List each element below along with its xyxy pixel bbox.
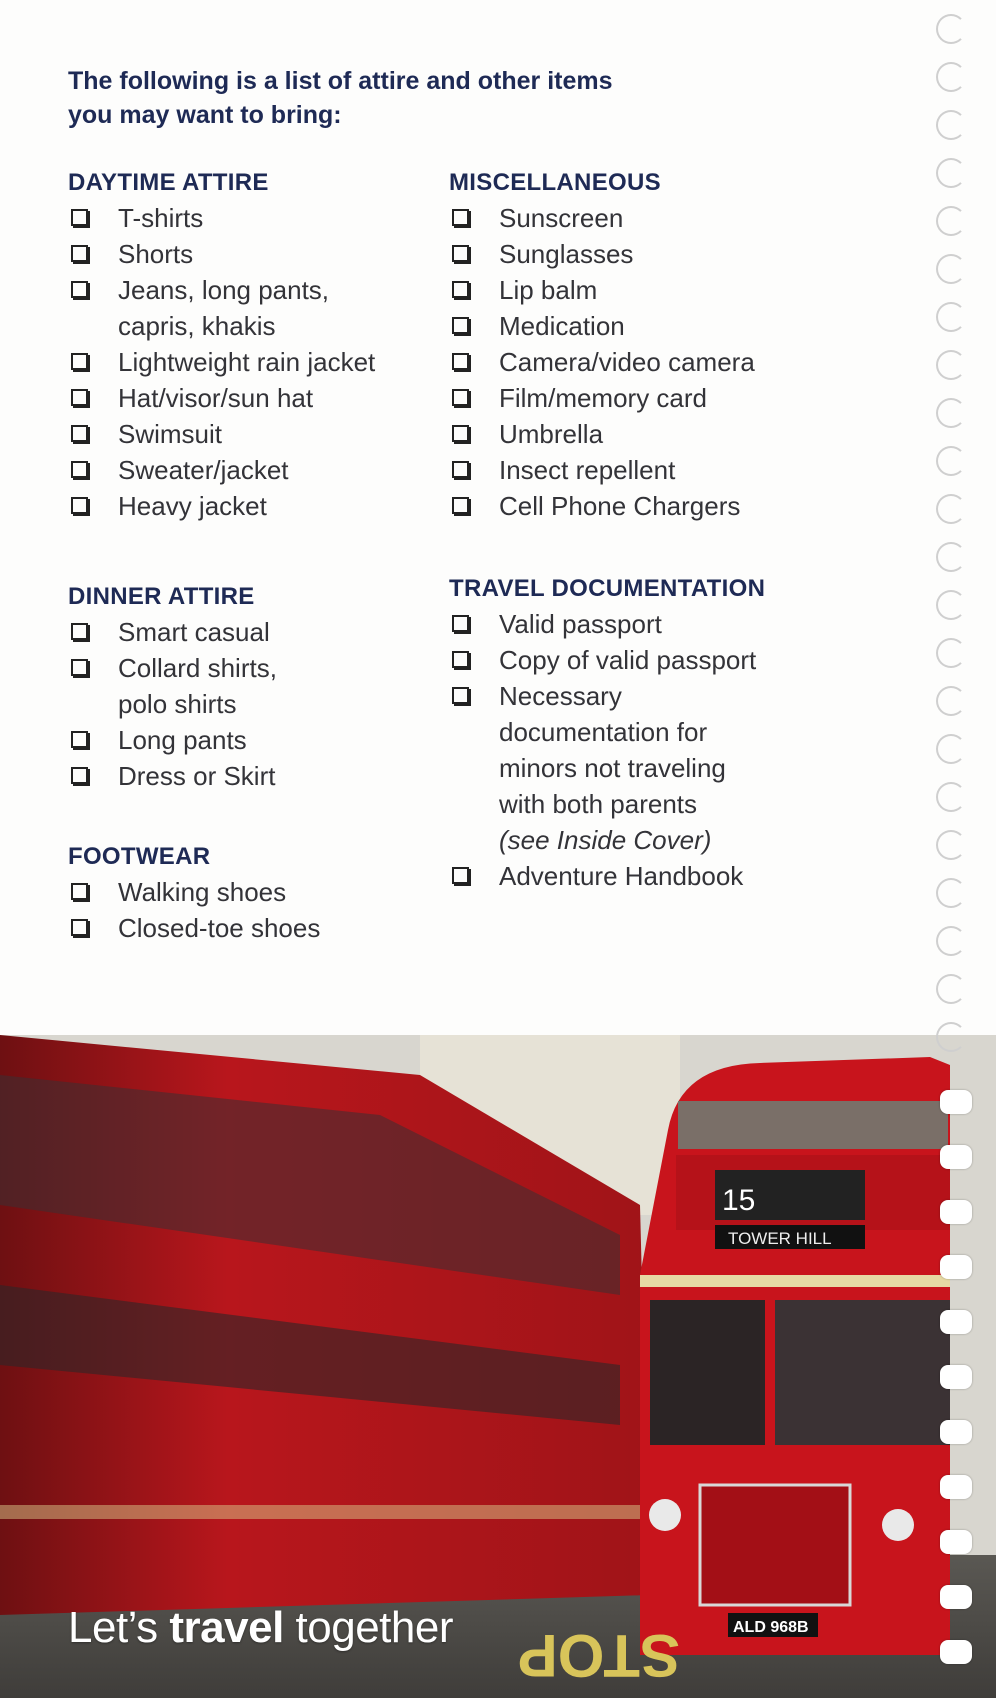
binding-hole [940,1640,972,1664]
tagline: Let’s travel together [68,1603,453,1652]
section-heading: TRAVEL DOCUMENTATION [449,575,766,602]
checkbox-icon[interactable] [71,659,88,676]
checklist-item[interactable]: Necessary documentation for minors not traveling with both parents (see Inside Cover) [449,678,809,858]
binding-ring [936,878,966,908]
checklist-item[interactable]: Heavy jacket [68,488,428,524]
upper-front-windows [678,1101,948,1149]
destination-text: TOWER HILL [728,1229,832,1248]
checklist-item[interactable]: Lightweight rain jacket [68,344,428,380]
section-heading: DINNER ATTIRE [68,583,255,610]
binding-hole [940,1310,972,1334]
bus-stripe [640,1275,950,1287]
checkbox-icon[interactable] [71,281,88,298]
binding-hole [940,1420,972,1444]
section-travel-documentation [449,572,809,894]
checklist-item[interactable]: Film/memory card [449,380,809,416]
binding-hole [940,1585,972,1609]
binding-ring [936,254,966,284]
checkbox-icon[interactable] [452,281,469,298]
binding-ring [936,686,966,716]
checklist-item[interactable]: Smart casual [68,614,428,650]
checkbox-icon[interactable] [71,919,88,936]
binding-ring [936,158,966,188]
checkbox-icon[interactable] [71,767,88,784]
checkbox-icon[interactable] [71,353,88,370]
checklist-item[interactable]: Cell Phone Chargers [449,488,809,524]
headlight-left [649,1499,681,1531]
binding-ring [936,302,966,332]
checkbox-icon[interactable] [71,389,88,406]
section-heading: DAYTIME ATTIRE [68,169,269,196]
checkbox-icon[interactable] [71,731,88,748]
checklist-item[interactable]: Medication [449,308,809,344]
plate-text: ALD 968B [733,1619,809,1636]
section-miscellaneous [449,166,809,524]
binding-ring [936,734,966,764]
checklist-item[interactable]: Umbrella [449,416,809,452]
headlight-right [882,1509,914,1541]
binding-hole [940,1090,972,1114]
checklist-item[interactable]: Lip balm [449,272,809,308]
checkbox-icon[interactable] [71,623,88,640]
checkbox-icon[interactable] [71,497,88,514]
blurred-bus-stripe [0,1505,640,1519]
intro-line-2: you may want to bring: [68,101,342,129]
checkbox-icon[interactable] [452,687,469,704]
road-marking: STOP [517,1622,680,1689]
checkbox-icon[interactable] [452,389,469,406]
binding-hole [940,1365,972,1389]
checklist-item[interactable]: Closed-toe shoes [68,910,428,946]
checklist-item[interactable]: Collard shirts, polo shirts [68,650,428,722]
checklist-item[interactable]: Walking shoes [68,874,428,910]
binding-ring [936,830,966,860]
checklist-item[interactable]: Copy of valid passport [449,642,809,678]
section-daytime-attire [68,166,428,524]
section-heading: FOOTWEAR [68,843,211,870]
binding-ring [936,350,966,380]
checkbox-icon[interactable] [452,425,469,442]
page-edge [996,0,1006,1698]
checkbox-icon[interactable] [71,245,88,262]
checkbox-icon[interactable] [452,867,469,884]
checkbox-icon[interactable] [71,883,88,900]
checklist-item[interactable]: Adventure Handbook [449,858,809,894]
checklist-item[interactable]: Sweater/jacket [68,452,428,488]
binding-ring [936,782,966,812]
binding-ring [936,542,966,572]
binding-ring [936,14,966,44]
checkbox-icon[interactable] [71,209,88,226]
route-number: 15 [722,1184,756,1217]
lower-window-left [650,1300,765,1445]
lower-window-right [775,1300,950,1445]
bus-illustration [0,1035,998,1698]
binding-ring [936,62,966,92]
checkbox-icon[interactable] [452,317,469,334]
section-heading: MISCELLANEOUS [449,169,661,196]
checkbox-icon[interactable] [452,353,469,370]
checkbox-icon[interactable] [452,615,469,632]
binding-ring [936,1022,966,1052]
checklist-item[interactable]: Shorts [68,236,428,272]
binding-ring [936,926,966,956]
bus-grille [700,1485,850,1605]
binding-ring [936,110,966,140]
checkbox-icon[interactable] [71,461,88,478]
binding-hole [940,1145,972,1169]
note-text: (see Inside Cover) [499,825,712,855]
london-bus-photo [0,1035,998,1698]
checklist-item[interactable]: Sunglasses [449,236,809,272]
binding-ring [936,590,966,620]
binding-hole [940,1255,972,1279]
section-dinner-attire [68,580,428,794]
binding-hole [940,1200,972,1224]
binding-ring [936,446,966,476]
binding-ring [936,638,966,668]
checkbox-icon[interactable] [452,651,469,668]
binding-ring [936,206,966,236]
spiral-binding [928,0,1006,1698]
checklist-item[interactable]: Valid passport [449,606,809,642]
binding-ring [936,494,966,524]
binding-hole [940,1475,972,1499]
intro-text [68,64,708,132]
checklist-item[interactable]: Sunscreen [449,200,809,236]
checkbox-icon[interactable] [71,425,88,442]
checkbox-icon[interactable] [452,245,469,262]
checklist-item[interactable]: Hat/visor/sun hat [68,380,428,416]
checklist-item[interactable]: Dress or Skirt [68,758,428,794]
checklist-item[interactable]: T-shirts [68,200,428,236]
checklist-item[interactable]: Swimsuit [68,416,428,452]
binding-ring [936,974,966,1004]
checkbox-icon[interactable] [452,209,469,226]
section-footwear [68,840,428,946]
checklist-item[interactable]: Long pants [68,722,428,758]
checkbox-icon[interactable] [452,461,469,478]
binding-hole [940,1530,972,1554]
checklist-item[interactable]: Camera/video camera [449,344,809,380]
checklist-item[interactable]: Jeans, long pants, capris, khakis [68,272,428,344]
checklist-item[interactable]: Insect repellent [449,452,809,488]
intro-line-1: The following is a list of attire and other items [68,67,613,95]
checkbox-icon[interactable] [452,497,469,514]
binding-ring [936,398,966,428]
